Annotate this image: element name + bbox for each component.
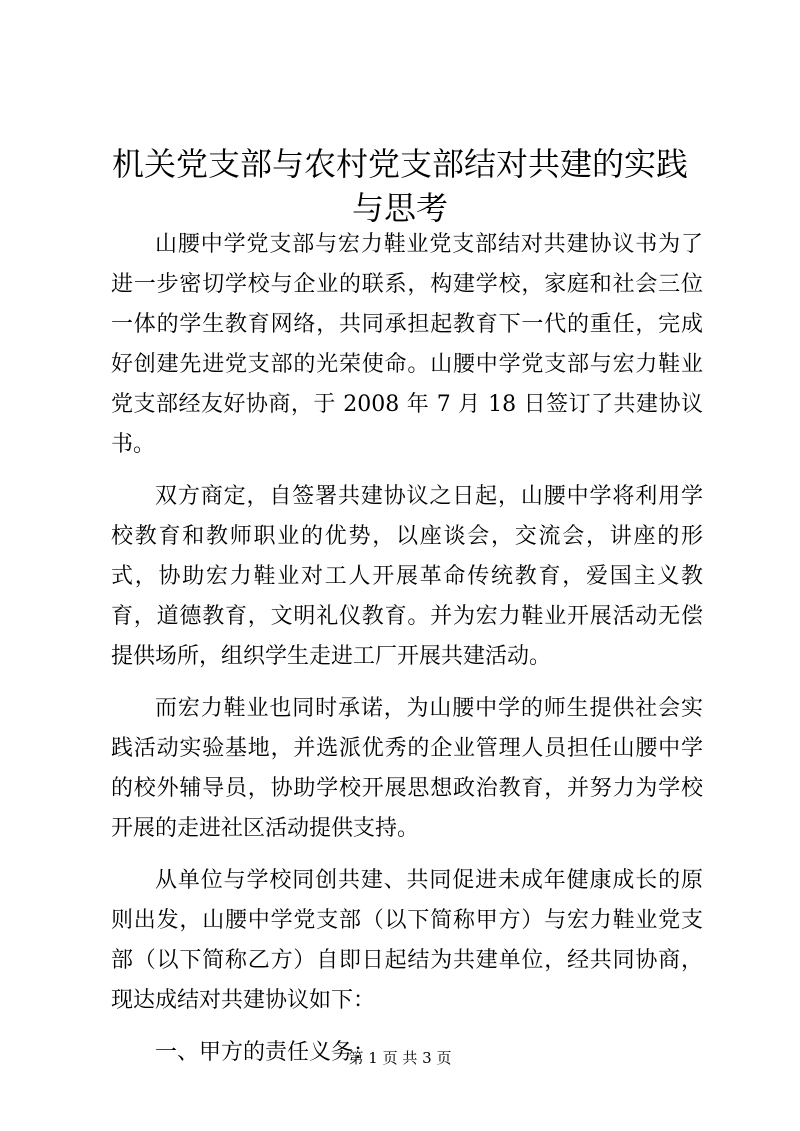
paragraph-3: 而宏力鞋业也同时承诺，为山腰中学的师生提供社会实践活动实验基地，并选派优秀的企业管理人员担任山腰中学的校外辅导员，协助学校开展思想政治教育，并努力为学校开展的走进社区活动提供支持。 bbox=[111, 696, 703, 841]
document-title: 机关党支部与农村党支部结对共建的实践与思考 bbox=[111, 145, 688, 227]
paragraph-1: 山腰中学党支部与宏力鞋业党支部结对共建协议书为了进一步密切学校与企业的联系，构建学校，家庭和社会三位一体的学生教育网络，共同承担起教育下一代的重任，完成好创建先进党支部的光荣使命。山腰中学党支部与宏力鞋业党支部经友好协商，于 2008 年 7 月 18 日签订了共建协议书。 bbox=[111, 232, 703, 457]
document-body bbox=[111, 225, 703, 1073]
section-heading-1: 一、甲方的责任义务： bbox=[155, 1040, 376, 1065]
page-footer: 第 1 页 共 3 页 bbox=[348, 1049, 452, 1067]
paragraph-4: 从单位与学校同创共建、共同促进未成年健康成长的原则出发，山腰中学党支部（以下简称甲方）与宏力鞋业党支部（以下简称乙方）自即日起结为共建单位，经共同协商，现达成结对共建协议如下： bbox=[111, 868, 703, 1013]
paragraph-2: 双方商定，自签署共建协议之日起，山腰中学将利用学校教育和教师职业的优势，以座谈会，交流会，讲座的形式，协助宏力鞋业对工人开展革命传统教育，爱国主义教育，道德教育，文明礼仪教育。并为宏力鞋业开展活动无偿提供场所，组织学生走进工厂开展共建活动。 bbox=[111, 484, 703, 669]
